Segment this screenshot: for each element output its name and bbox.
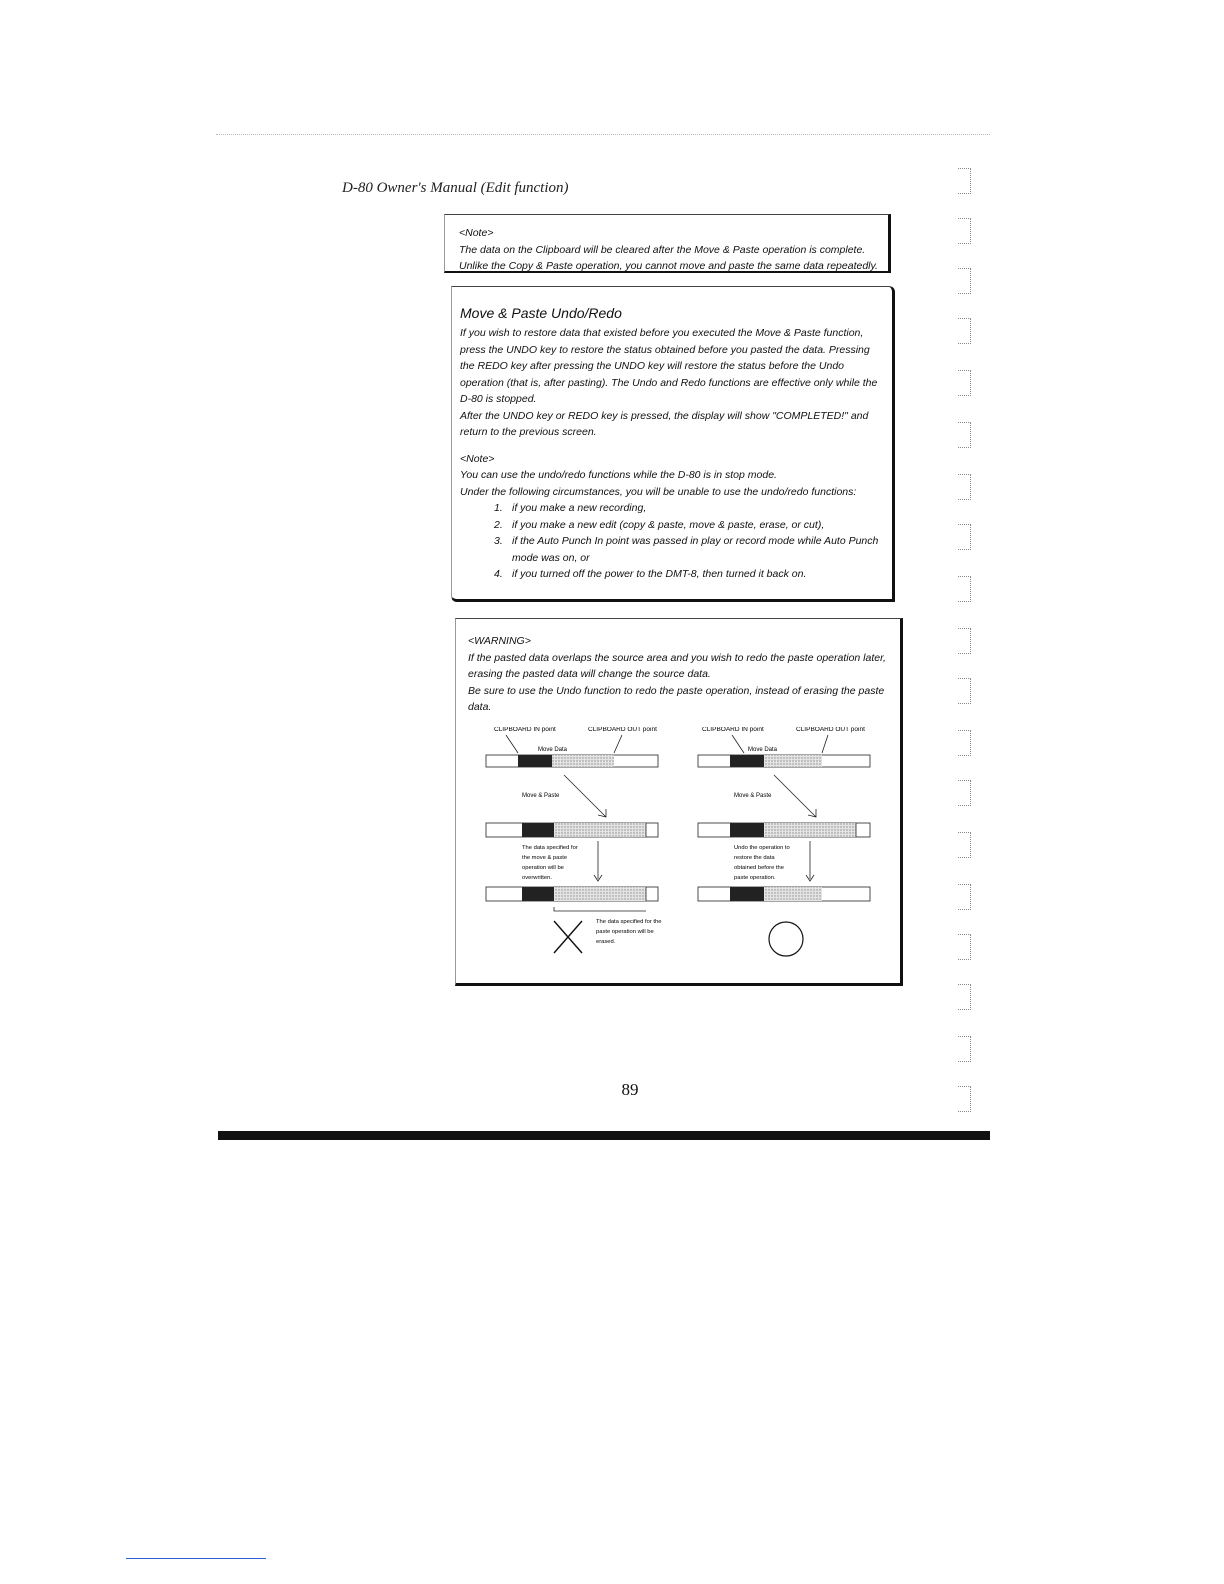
undo-paragraph: If you wish to restore data that existed before you executed the Move & Paste function, press the UNDO key to restore the status obtained before you pasted the data. Pressing the REDO key after pressing the UNDO key will restore the status before the Undo operation (that is, after pasting). The Undo and Redo functions are effective only while the D-80 is stopped.	[460, 327, 878, 405]
edge-tab	[958, 1086, 971, 1112]
scan-dots	[216, 134, 990, 135]
note-line: The data on the Clipboard will be cleared after the Move & Paste operation is complete.	[459, 243, 866, 256]
warning-paragraph: Be sure to use the Undo function to redo the paste operation, instead of erasing the paste data.	[468, 684, 885, 713]
right-caption-line: Undo the operation to	[734, 845, 790, 851]
edge-tab	[958, 474, 971, 500]
edge-tab	[958, 576, 971, 602]
left-caption-line: operation will be	[522, 865, 564, 871]
warning-paragraph: If the pasted data overlaps the source area and you wish to redo the paste operation later, erasing the pasted data will change the source data.	[468, 651, 886, 680]
undo-paragraph: After the UNDO key or REDO key is pressed, the display will show "COMPLETED!" and return to the previous screen.	[460, 409, 869, 438]
cross-icon	[554, 921, 582, 953]
warning-label: <WARNING>	[468, 635, 531, 647]
warning-box	[455, 618, 903, 986]
clipboard-in-label: CLIPBOARD IN point	[702, 727, 764, 733]
bottom-rule	[218, 1131, 990, 1140]
edge-tab	[958, 422, 971, 448]
right-caption-line: obtained before the	[734, 865, 784, 871]
edge-tab	[958, 168, 971, 194]
move-data-label: Move Data	[748, 747, 778, 753]
move-paste-label: Move & Paste	[522, 793, 560, 799]
note-label: <Note>	[460, 452, 495, 465]
edge-tab	[958, 832, 971, 858]
edge-tab	[958, 884, 971, 910]
list-item: 2. if you make a new edit (copy & paste, move & paste, erase, or cut),	[494, 518, 825, 531]
clipboard-out-label: CLIPBOARD OUT point	[588, 727, 657, 733]
move-data-label: Move Data	[538, 747, 568, 753]
left-diagram	[486, 727, 661, 953]
edge-tab	[958, 628, 971, 654]
list-item: 3. if the Auto Punch In point was passed in play or record mode while Auto Punch mode was on, or	[494, 535, 879, 564]
edge-tab	[958, 524, 971, 550]
edge-tab	[958, 218, 971, 244]
circle-icon	[769, 922, 803, 956]
left-caption-line: the move & paste	[522, 855, 568, 861]
footer-link-line	[126, 1558, 266, 1559]
edge-tab	[958, 370, 971, 396]
undo-redo-box	[451, 286, 895, 602]
edge-tab	[958, 984, 971, 1010]
page-header: D-80 Owner's Manual (Edit function)	[342, 180, 569, 196]
edge-tab	[958, 1036, 971, 1062]
clipboard-in-label: CLIPBOARD IN point	[494, 727, 556, 733]
edge-tab	[958, 934, 971, 960]
edge-tab	[958, 730, 971, 756]
note-line: You can use the undo/redo functions while the D-80 is in stop mode.	[460, 469, 777, 481]
right-caption-line: restore the data	[734, 855, 775, 861]
left-bottom-caption: paste operation will be	[596, 929, 654, 935]
move-paste-label: Move & Paste	[734, 793, 772, 799]
left-bottom-caption: The data specified for the	[596, 919, 662, 925]
right-diagram	[698, 727, 870, 956]
note-label: <Note>	[459, 227, 494, 239]
left-caption-line: overwritten.	[522, 875, 552, 881]
condition-list	[460, 500, 884, 583]
edge-tab	[958, 780, 971, 806]
list-item: 4. if you turned off the power to the DMT-8, then turned it back on.	[494, 568, 807, 580]
left-bottom-caption: erased.	[596, 939, 616, 945]
edge-tab	[958, 318, 971, 344]
right-caption-line: paste operation.	[734, 875, 776, 881]
edge-tab	[958, 268, 971, 294]
clipboard-out-label: CLIPBOARD OUT point	[796, 727, 865, 733]
note-line: Under the following circumstances, you will be unable to use the undo/redo functions:	[460, 485, 857, 498]
section-title: Move & Paste Undo/Redo	[460, 305, 622, 321]
note-line: Unlike the Copy & Paste operation, you cannot move and paste the same data repeatedly.	[459, 260, 878, 272]
list-item: 1. if you make a new recording,	[494, 502, 647, 514]
move-paste-diagram	[456, 727, 896, 977]
note-box	[444, 214, 891, 273]
page-number: 89	[621, 1080, 639, 1099]
left-caption-line: The data specified for	[522, 845, 578, 851]
edge-tab	[958, 678, 971, 704]
